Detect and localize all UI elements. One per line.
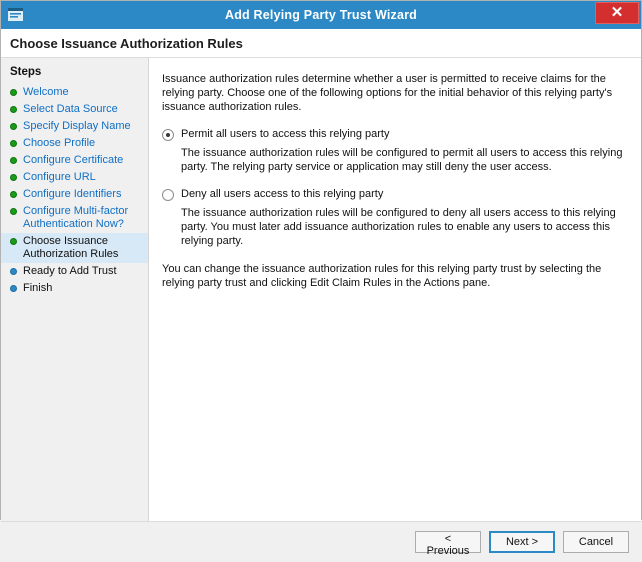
content-pane: [149, 58, 641, 521]
step-item-choose-profile[interactable]: [1, 135, 148, 152]
step-label: Specify Display Name: [23, 120, 131, 132]
step-item-choose-issuance-authorization-rules[interactable]: [1, 233, 148, 263]
step-label: Select Data Source: [23, 103, 118, 115]
step-item-welcome[interactable]: [1, 84, 148, 101]
note-text: You can change the issuance authorization rules for this relying party trust by selecting the relying party trust and clicking Edit Claim Rules in the Actions pane.: [162, 263, 602, 289]
step-item-specify-display-name[interactable]: [1, 118, 148, 135]
steps-heading: Steps: [10, 66, 42, 78]
step-bullet-icon: [10, 191, 17, 198]
page-header: [1, 29, 641, 58]
step-item-configure-url[interactable]: [1, 169, 148, 186]
close-icon[interactable]: ✕: [595, 2, 639, 24]
wizard-icon: [7, 6, 25, 24]
cancel-button[interactable]: Cancel: [563, 531, 629, 553]
title-bar: [1, 1, 641, 29]
step-item-select-data-source[interactable]: [1, 101, 148, 118]
step-label: Configure Identifiers: [23, 188, 122, 200]
option-label-permit-all-users: Permit all users to access this relying party: [181, 128, 390, 140]
step-bullet-icon: [10, 285, 17, 292]
next-button[interactable]: Next >: [489, 531, 555, 553]
step-label: Choose Issuance Authorization Rules: [23, 235, 119, 260]
option-description-permit-all-users: The issuance authorization rules will be configured to permit all users to access this relying party. The relying party service or application may still deny the user access.: [181, 147, 623, 173]
step-bullet-icon: [10, 89, 17, 96]
step-item-configure-identifiers[interactable]: [1, 186, 148, 203]
step-label: Finish: [23, 282, 53, 294]
steps-pane: [1, 58, 149, 521]
step-label: Welcome: [23, 86, 69, 98]
radio-permit-all-users[interactable]: [162, 129, 174, 141]
step-bullet-icon: [10, 157, 17, 164]
option-label-deny-all-users: Deny all users access to this relying party: [181, 188, 384, 200]
page-title: Choose Issuance Authorization Rules: [10, 35, 243, 51]
option-permit-all-users[interactable]: [162, 128, 627, 141]
option-description-deny-all-users: The issuance authorization rules will be configured to deny all users access to this relying party. You must later add issuance authorization rules to enable any users to access this relying party.: [181, 207, 616, 247]
step-label: Configure Certificate: [23, 154, 124, 166]
step-label: Configure Multi-factor Authentication Now?: [23, 205, 129, 230]
step-label: Configure URL: [23, 171, 96, 183]
radio-deny-all-users[interactable]: [162, 189, 174, 201]
window-title: Add Relying Party Trust Wizard: [224, 8, 418, 22]
option-deny-all-users[interactable]: [162, 188, 627, 201]
intro-text: Issuance authorization rules determine whether a user is permitted to receive claims for the relying party. Choose one of the following options for the initial behavior of this relying party's issuance authorization rules.: [162, 73, 613, 113]
step-item-ready-to-add-trust[interactable]: [1, 263, 148, 280]
footer-bar: [1, 521, 641, 562]
step-bullet-icon: [10, 208, 17, 215]
step-label: Choose Profile: [23, 137, 96, 149]
previous-button[interactable]: < Previous: [415, 531, 481, 553]
step-label: Ready to Add Trust: [23, 265, 117, 277]
step-bullet-icon: [10, 123, 17, 130]
step-bullet-icon: [10, 238, 17, 245]
step-item-configure-certificate[interactable]: [1, 152, 148, 169]
step-item-finish[interactable]: [1, 280, 148, 297]
step-bullet-icon: [10, 106, 17, 113]
step-bullet-icon: [10, 268, 17, 275]
step-bullet-icon: [10, 140, 17, 147]
wizard-body: [1, 58, 641, 521]
step-item-configure-multi-factor-authentication-now[interactable]: [1, 203, 148, 233]
step-bullet-icon: [10, 174, 17, 181]
